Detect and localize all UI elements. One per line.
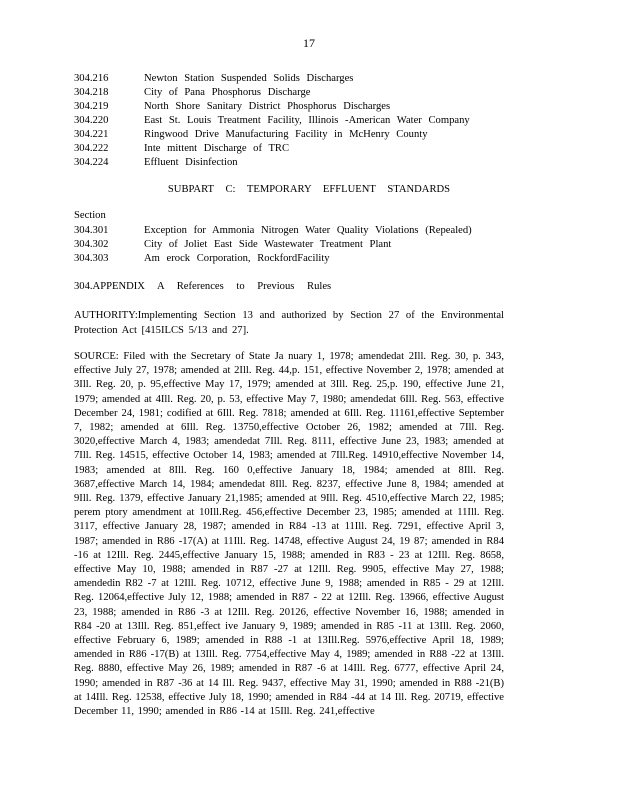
source-paragraph: SOURCE: Filed with the Secretary of State Ja nuary 1, 1978; amendedat 2Ill. Reg. 30, p. 343, effective July 27, 1978; amended at 2Ill. Reg. 44,p. 151, effective November 2, 1978; amended at 3Ill. Reg. 20, p. 95,effective May 17, 1979; amended at 3Ill. Reg. 25,p. 190, effective June 21, 1979; amended at 4Ill. Reg. 20, p. 53, effective May 7, 1980; amendedat 6Ill. Reg. 563, effective December 24, 1981; codified at 6Ill. Reg. 7818; amended at 6Ill. Reg. 11161,effective September 7, 1982; amended at 6Ill. Reg. 13750,effective October 26, 1982; amended at 7Ill. Reg. 3020,effective March 4, 1983; amendedat 7Ill. Reg. 8111, effective June 23, 1983; amended at 7Ill. Reg. 14515, effective October 14, 1983; amended at 7Ill.Reg. 14910,effective November 14, 1983; amended at 8Ill. Reg. 160 0,effective January 18, 1984; amended at 8Ill. Reg. 3687,effective March 14, 1984; amendedat 8Ill. Reg. 8237, effective June 8, 1984; amended at 9Ill. Reg. 1379, effective January 21,1985; amended at 9Ill. Reg. 4510,effective March 22, 1985; perem ptory amendment at 10Ill.Reg. 456,effective December 23, 1985; amended at 11Ill. Reg. 3117, effective January 28, 1987; amended in R84 -13 at 11Ill. Reg. 7291, effective April 3, 1987; amended in R86 -17(A) at 11Ill. Reg. 14748, effective August 24, 19 87; amended in R84 -16 at 12Ill. Reg. 2445,effective January 15, 1988; amended in R83 - 23 at 12Ill. Reg. 8658, effective May 10, 1988; amended in R87 -27 at 12Ill. Reg. 9905, effective May 27, 1988; amendedin R82 -7 at 12Ill. Reg. 10712, effective June 9, 1988; amended in R85 - 29 at 12Ill. Reg. 12064,effective July 12, 1988; amended in R87 - 22 at 12Ill. Reg. 13966, effective August 23, 1988; amended in R86 -3 at 12Ill. Reg. 20126, effective November 16, 1988; amended in R84 -20 at 13Ill. Reg. 851,effect ive January 9, 1989; amended in R85 -11 at 13Ill. Reg. 2060, effective February 6, 1989; amended in R88 -1 at 13Ill.Reg. 5976,effective April 18, 1989; amended in R86 -17(B) at 13Ill. Reg. 7754,effective May 4, 1989; amended in R88 -22 at 13Ill. Reg. 8880, effective May 26, 1989; amended in R87 -6 at 14Ill. Reg. 6777, effective April 24, 1990; amended in R87 -36 at 14 Ill. Reg. 9437, effective May 31, 1990; amended in R88 -21(B) at 14Ill. Reg. 12538, effective July 18, 1990; amended in R84 -44 at 14 Ill. Reg. 20719, effective December 11, 1990; amended in R86 -14 at 15Ill. Reg. 241,effective <box>74 351 504 718</box>
section-entry <box>74 156 544 170</box>
section-entry <box>74 142 544 156</box>
section-column-label: Section <box>74 210 106 221</box>
section-list-part2 <box>74 224 544 266</box>
page-number: 17 <box>303 36 315 50</box>
section-number: 304.219 <box>74 101 109 112</box>
section-number: 304.222 <box>74 143 109 154</box>
section-number: 304.303 <box>74 253 109 264</box>
section-number: 304.216 <box>74 73 109 84</box>
section-entry <box>74 238 544 252</box>
section-title: City of Pana Phosphorus Discharge <box>144 87 311 98</box>
section-number: 304.218 <box>74 87 109 98</box>
section-title: Inte mittent Discharge of TRC <box>144 143 290 154</box>
section-entry <box>74 224 544 238</box>
section-list-part1 <box>74 72 544 170</box>
section-title: City of Joliet East Side Wastewater Treatment Plant <box>144 239 392 250</box>
section-number: 304.221 <box>74 129 109 140</box>
section-number: 304.301 <box>74 225 109 236</box>
section-entry <box>74 252 544 266</box>
section-title: Effluent Disinfection <box>144 157 238 168</box>
section-number: 304.220 <box>74 115 109 126</box>
subpart-heading: SUBPART C: TEMPORARY EFFLUENT STANDARDS <box>167 184 451 195</box>
section-entry <box>74 86 544 100</box>
section-title: Am erock Corporation, RockfordFacility <box>144 253 330 264</box>
authority-paragraph: AUTHORITY:Implementing Section 13 and authorized by Section 27 of the Environmental Protection Act [415ILCS 5/13 and 27]. <box>74 310 504 336</box>
section-number: 304.302 <box>74 239 109 250</box>
section-entry <box>74 114 544 128</box>
section-number: 304.224 <box>74 157 109 168</box>
section-entry <box>74 128 544 142</box>
section-entry <box>74 100 544 114</box>
section-title: Ringwood Drive Manufacturing Facility in McHenry County <box>144 129 428 140</box>
section-title: East St. Louis Treatment Facility, Illinois -American Water Company <box>144 115 470 126</box>
section-title: North Shore Sanitary District Phosphorus Discharges <box>144 101 391 112</box>
appendix-line: 304.APPENDIX A References to Previous Rules <box>74 281 332 292</box>
section-title: Newton Station Suspended Solids Discharges <box>144 73 354 84</box>
section-entry <box>74 72 544 86</box>
section-title: Exception for Ammonia Nitrogen Water Quality Violations (Repealed) <box>144 225 472 236</box>
